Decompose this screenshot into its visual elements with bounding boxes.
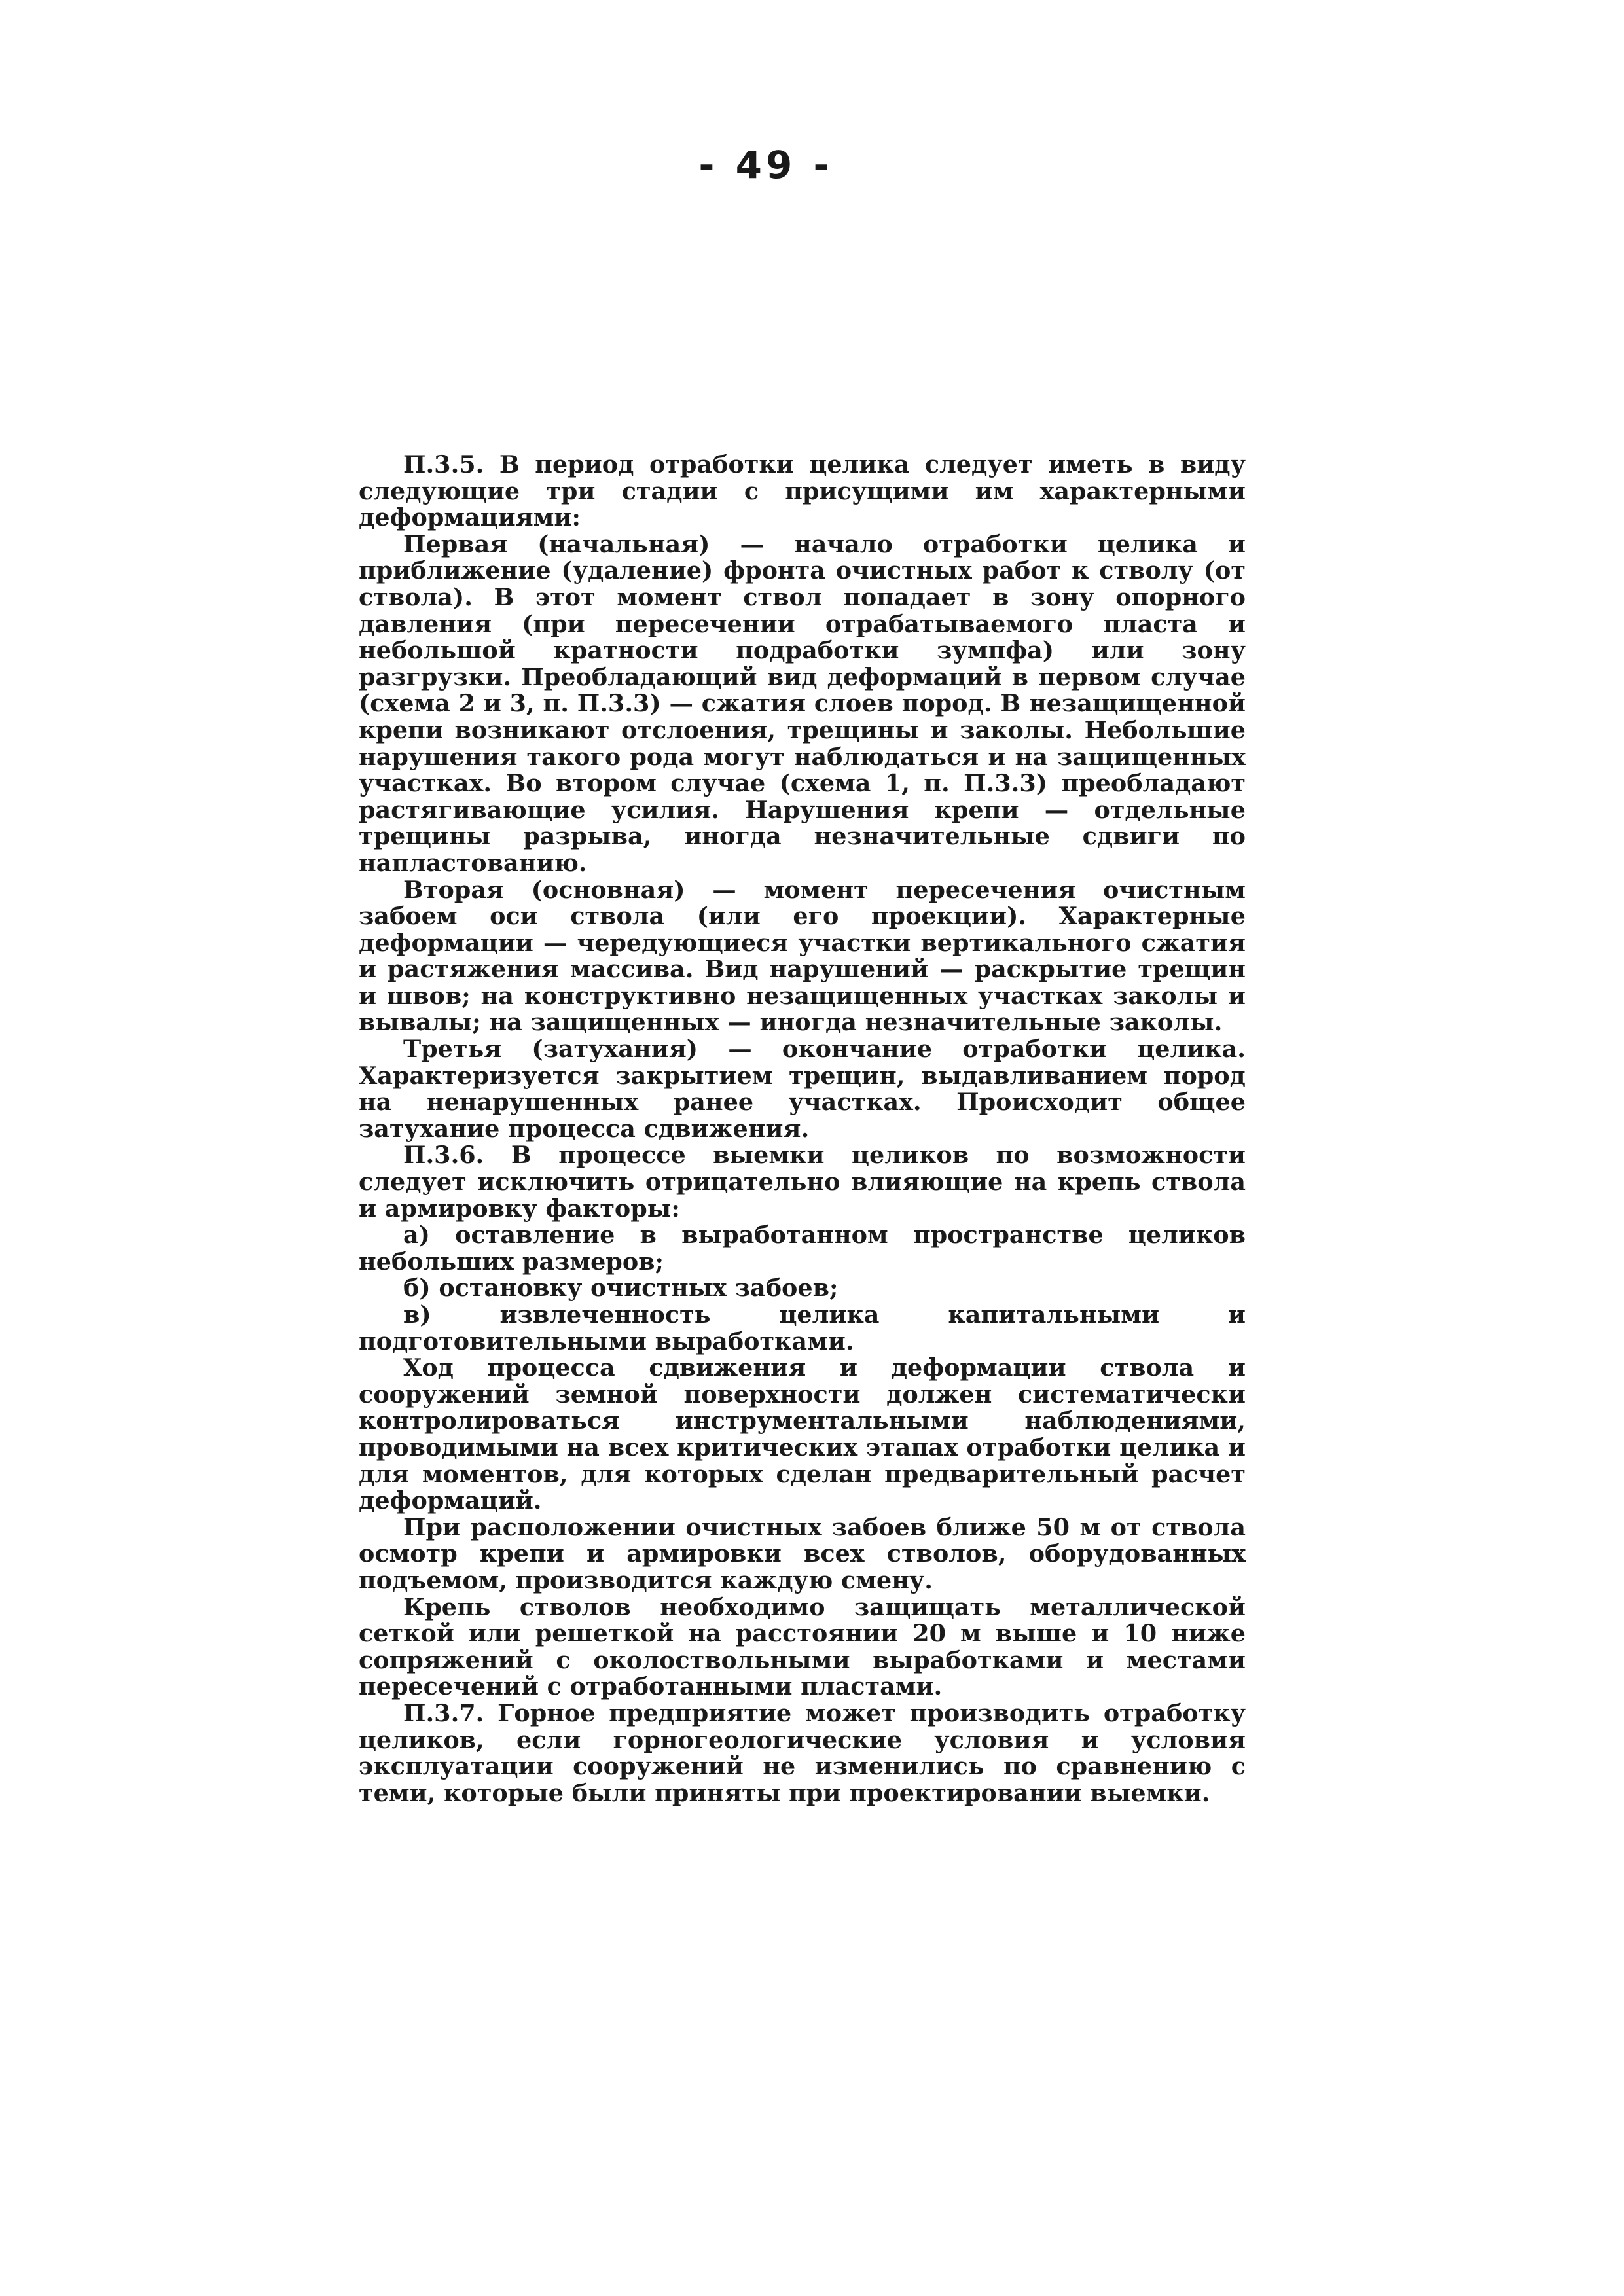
list-item-a: а) оставление в выработанном пространстве целиков небольших размеров; [359,1221,1246,1276]
body-text [359,452,1246,1806]
list-item-b: б) остановку очистных забоев; [403,1274,839,1302]
paragraph-p36-intro: П.3.6. В процессе выемки целиков по возможности следует исключить отрицательно влияющие на крепь ствола и армировку факторы: [359,1141,1246,1223]
paragraph-p37: П.3.7. Горное предприятие может производить отработку целиков, если горногеологические условия и условия эксплуатации сооружений не изменились по сравнению с теми, которые были приняты при проектировании выемки. [359,1698,1246,1807]
paragraph-p35-intro: П.3.5. В период отработки целика следует иметь в виду следующие три стадии с присущими им характерными деформациями: [359,450,1246,532]
page-number: - 49 - [698,143,833,187]
list-item-c: в) извлеченность целика капитальными и подготовительными выработками. [359,1300,1246,1355]
paragraph-mesh-protection: Крепь стволов необходимо защищать металлической сеткой или решеткой на расстоянии 20 м выше и 10 ниже сопряжений с околоствольными выработками и местами пересечений с отработанными пластами. [359,1592,1246,1701]
paragraph-stage-three: Третья (затухания) — окончание отработки целика. Характеризуется закрытием трещин, выдавливанием пород на ненарушенных ранее участках. Происходит общее затухание процесса сдвижения. [359,1035,1246,1143]
paragraph-monitoring: Ход процесса сдвижения и деформации ствола и сооружений земной поверхности должен систематически контролироваться инструментальными наблюдениями, проводимыми на всех критических этапах отработки целика и для моментов, для которых сделан предварительный расчет деформаций. [359,1354,1246,1515]
paragraph-stage-one: Первая (начальная) — начало отработки целика и приближение (удаление) фронта очистных работ к стволу (от ствола). В этот момент ствол попадает в зону опорного давления (при пересечении отрабатываемого пласта и небольшой кратности подработки зумпфа) или зону разгрузки. Преобладающий вид деформаций в первом случае (схема 2 и 3, п. П.3.3) — сжатия слоев пород. В незащищенной крепи возникают отслоения, трещины и заколы. Небольшие нарушения такого рода могут наблюдаться и на защищенных участках. Во втором случае (схема 1, п. П.3.3) преобладают растягивающие усилия. Нарушения крепи — отдельные трещины разрыва, иногда незначительные сдвиги по напластованию. [359,529,1246,877]
paragraph-inspection: При расположении очистных забоев ближе 50 м от ствола осмотр крепи и армировки всех стволов, оборудованных подъемом, производится каждую смену. [359,1513,1246,1594]
paragraph-stage-two: Вторая (основная) — момент пересечения очистным забоем оси ствола (или его проекции). Характерные деформации — чередующиеся участки вертикального сжатия и растяжения массива. Вид нарушений — раскрытие трещин и швов; на конструктивно незащищенных участках заколы и вывалы; на защищенных — иногда незначительные заколы. [359,875,1246,1037]
